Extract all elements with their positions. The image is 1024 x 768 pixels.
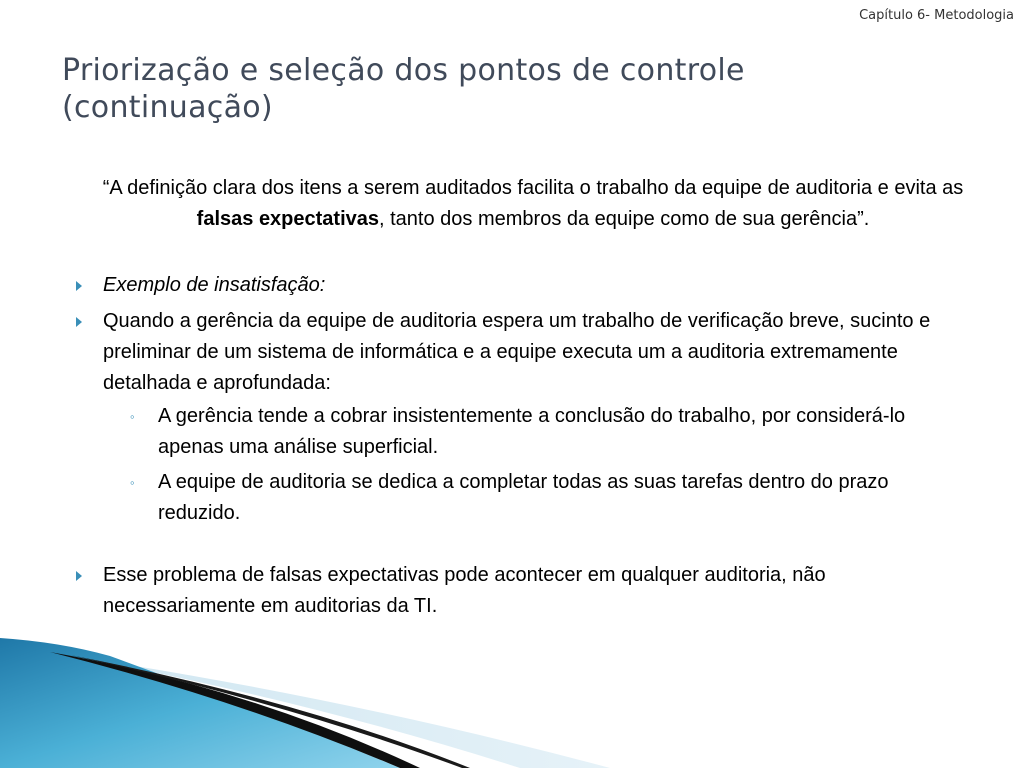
quote-bold-text: falsas expectativas: [196, 208, 380, 230]
bullet-item: [76, 306, 976, 529]
quote-paragraph: [76, 173, 990, 235]
bullet-text: Esse problema de falsas expectativas pode acontecer em qualquer auditoria, não necessariamente em auditorias da TI.: [103, 564, 826, 617]
title-line-2: (continuação): [62, 90, 273, 125]
bullet-list: [76, 270, 976, 622]
bullet-item: [76, 560, 976, 622]
decorative-swoosh: [0, 638, 1024, 768]
sub-bullet-item: [103, 401, 976, 463]
circle-outline-icon: ◦: [130, 475, 135, 490]
triangle-right-icon: [76, 281, 82, 291]
bullet-item: [76, 270, 976, 301]
bullet-text: Exemplo de insatisfação:: [103, 274, 326, 296]
chapter-label: Capítulo 6- Metodologia: [859, 8, 1014, 23]
circle-outline-icon: ◦: [130, 409, 135, 424]
blue-swoosh: [0, 638, 400, 768]
title-line-1: Priorização e seleção dos pontos de controle: [62, 53, 745, 88]
sub-bullet-list: [103, 401, 976, 529]
bullet-text: Quando a gerência da equipe de auditoria espera um trabalho de verificação breve, sucinto e preliminar de um sistema de informática e a equipe executa um a auditoria extremamente detalhada e aprofundada:: [103, 310, 931, 394]
sub-bullet-text: A gerência tende a cobrar insistentemente a conclusão do trabalho, por considerá-lo apenas uma análise superficial.: [158, 405, 906, 458]
sub-bullet-text: A equipe de auditoria se dedica a completar todas as suas tarefas dentro do prazo reduzido.: [158, 471, 889, 524]
triangle-right-icon: [76, 317, 82, 327]
sub-bullet-item: [103, 467, 976, 529]
quote-text-2: , tanto dos membros da equipe como de sua gerência”.: [379, 208, 870, 230]
triangle-right-icon: [76, 571, 82, 581]
quote-text-1: “A definição clara dos itens a serem auditados facilita o trabalho da equipe de auditoria e evita as: [102, 177, 964, 199]
slide-title: [62, 52, 962, 126]
